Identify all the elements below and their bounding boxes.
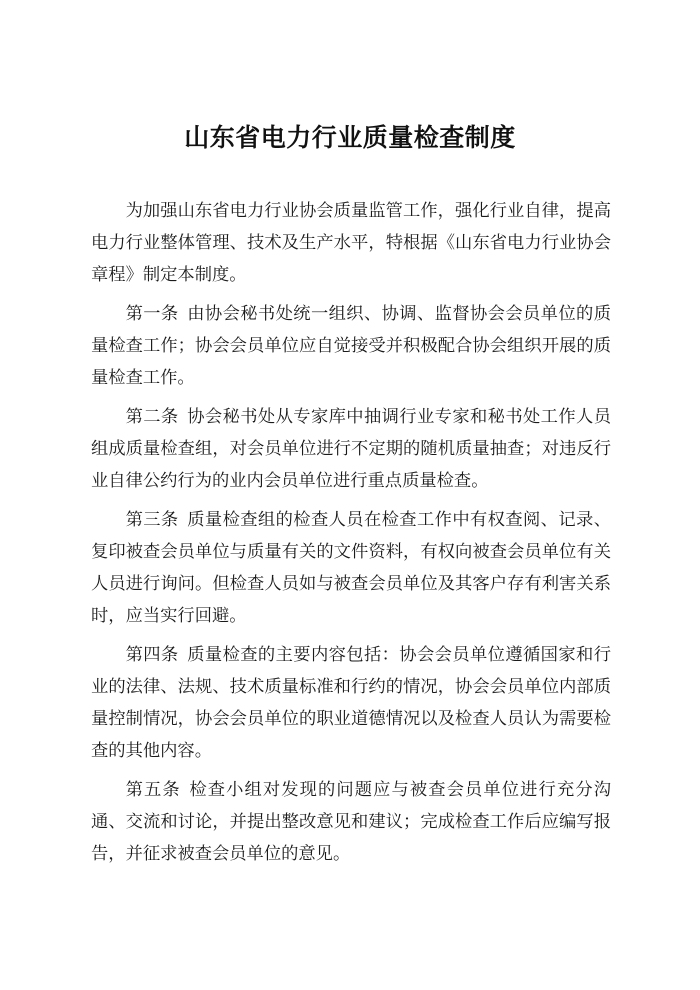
article-4-label: 第四条 bbox=[125, 645, 179, 665]
document-body bbox=[91, 195, 611, 877]
article-1-text: 由协会秘书处统一组织、协调、监督协会会员单位的质量检查工作；协会会员单位应自觉接受并积极配合协会组织开展的质量检查工作。 bbox=[91, 304, 611, 388]
article-5-text: 检查小组对发现的问题应与被查会员单位进行充分沟通、交流和讨论，并提出整改意见和建议；完成检查工作后应编写报告，并征求被查会员单位的意见。 bbox=[91, 780, 611, 864]
intro-paragraph: 为加强山东省电力行业协会质量监管工作，强化行业自律，提高电力行业整体管理、技术及生产水平，特根据《山东省电力行业协会章程》制定本制度。 bbox=[91, 201, 611, 285]
article-5-paragraph bbox=[91, 774, 611, 870]
article-3-paragraph bbox=[91, 504, 611, 632]
article-2-label: 第二条 bbox=[125, 407, 179, 427]
article-1-paragraph bbox=[91, 298, 611, 394]
article-1-label: 第一条 bbox=[125, 304, 179, 324]
document-title: 山东省电力行业质量检查制度 bbox=[184, 123, 516, 152]
article-3-label: 第三条 bbox=[125, 510, 179, 530]
article-5-label: 第五条 bbox=[125, 780, 181, 800]
article-2-text: 协会秘书处从专家库中抽调行业专家和秘书处工作人员组成质量检查组，对会员单位进行不定期的随机质量抽查；对违反行业自律公约行为的业内会员单位进行重点质量检查。 bbox=[91, 407, 611, 491]
article-3-text: 质量检查组的检查人员在检查工作中有权查阅、记录、复印被查会员单位与质量有关的文件资料，有权向被查会员单位有关人员进行询问。但检查人员如与被查会员单位及其客户存有利害关系时，应当实行回避。 bbox=[91, 510, 611, 626]
article-4-text: 质量检查的主要内容包括：协会会员单位遵循国家和行业的法律、法规、技术质量标准和行约的情况，协会会员单位内部质量控制情况，协会会员单位的职业道德情况以及检查人员认为需要检查的其他内容。 bbox=[91, 645, 611, 761]
article-4-paragraph bbox=[91, 639, 611, 767]
article-2-paragraph bbox=[91, 401, 611, 497]
